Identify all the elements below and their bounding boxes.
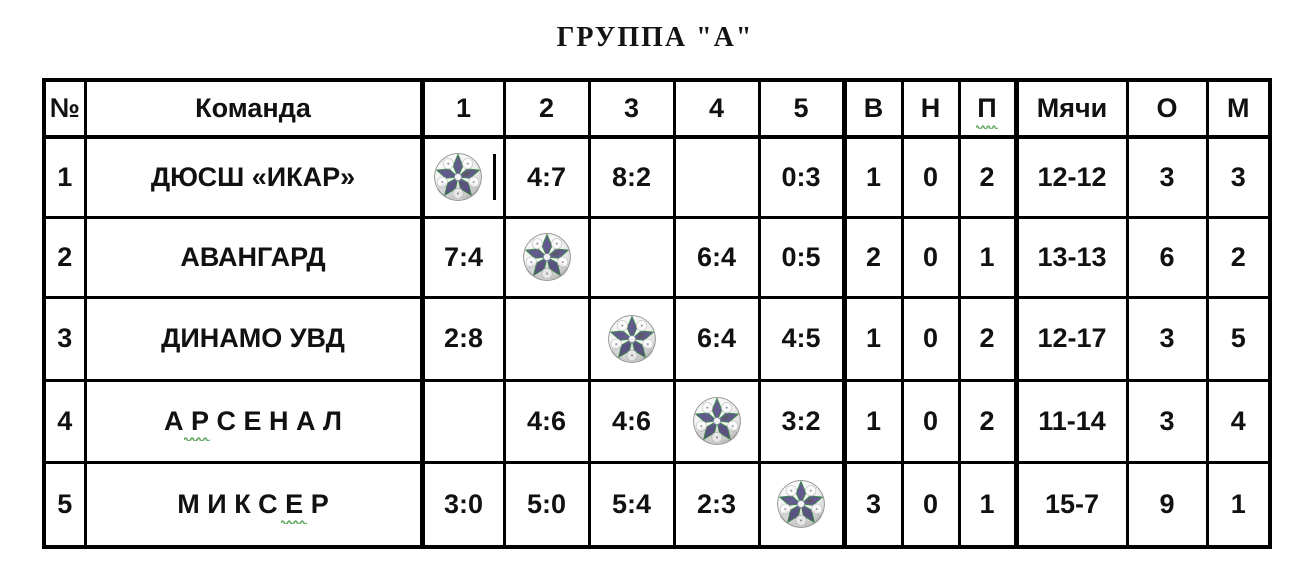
- losses-cell[interactable]: 2: [959, 297, 1016, 380]
- score-cell[interactable]: 3:0: [422, 462, 504, 547]
- ball-wrap: [761, 478, 842, 530]
- score-cell[interactable]: 8:2: [589, 137, 674, 217]
- col-header-team[interactable]: [85, 80, 422, 137]
- team-name-cell[interactable]: [85, 217, 422, 297]
- header-text: 2: [538, 93, 555, 123]
- score-cell[interactable]: [422, 380, 504, 462]
- header-label-wrap: [864, 94, 884, 124]
- header-text: Н: [920, 93, 941, 123]
- team-name-text: [161, 324, 345, 354]
- losses-cell[interactable]: 2: [959, 380, 1016, 462]
- col-header-game1[interactable]: [422, 80, 504, 137]
- team-name-cell[interactable]: [85, 137, 422, 217]
- header-text: 3: [623, 93, 640, 123]
- col-header-place[interactable]: [1207, 80, 1270, 137]
- header-label-wrap: [624, 94, 639, 124]
- draws-cell[interactable]: 0: [902, 217, 959, 297]
- wins-cell[interactable]: 2: [844, 217, 902, 297]
- ball-wrap: [506, 231, 588, 283]
- score-cell[interactable]: 2:3: [674, 462, 759, 547]
- self-match-cell[interactable]: [674, 380, 759, 462]
- score-cell[interactable]: [674, 137, 759, 217]
- score-cell[interactable]: [589, 217, 674, 297]
- header-text: М: [1227, 93, 1250, 123]
- score-cell[interactable]: 0:5: [759, 217, 844, 297]
- header-label-wrap: [1227, 94, 1250, 124]
- score-cell[interactable]: 3:2: [759, 380, 844, 462]
- soccer-ball-icon[interactable]: [691, 395, 743, 447]
- header-text: Мячи: [1036, 93, 1108, 123]
- score-cell[interactable]: [504, 297, 589, 380]
- score-cell[interactable]: 5:4: [589, 462, 674, 547]
- team-text: ДЮСШ «ИКАР»: [150, 161, 356, 192]
- table-body: [44, 137, 1270, 547]
- losses-cell[interactable]: 2: [959, 137, 1016, 217]
- points-cell[interactable]: 9: [1127, 462, 1207, 547]
- place-cell[interactable]: 2: [1207, 217, 1270, 297]
- score-cell[interactable]: 4:7: [504, 137, 589, 217]
- draws-cell[interactable]: 0: [902, 137, 959, 217]
- spellcheck-underline: [976, 124, 998, 129]
- wins-cell[interactable]: 1: [844, 297, 902, 380]
- score-cell[interactable]: 0:3: [759, 137, 844, 217]
- col-header-wins[interactable]: [844, 80, 902, 137]
- spellcheck-underline: [281, 519, 307, 524]
- col-header-game2[interactable]: [504, 80, 589, 137]
- goals-cell[interactable]: 11-14: [1016, 380, 1127, 462]
- row-number-cell[interactable]: 5: [44, 462, 85, 547]
- col-header-num[interactable]: [44, 80, 85, 137]
- soccer-ball-icon[interactable]: [606, 313, 658, 365]
- row-number-cell[interactable]: 3: [44, 297, 85, 380]
- soccer-ball-icon[interactable]: [432, 151, 484, 203]
- table-row: [44, 137, 1270, 217]
- col-header-goals[interactable]: [1016, 80, 1127, 137]
- score-cell[interactable]: 2:8: [422, 297, 504, 380]
- row-number-cell[interactable]: 4: [44, 380, 85, 462]
- header-text: 1: [455, 93, 472, 123]
- goals-cell[interactable]: 15-7: [1016, 462, 1127, 547]
- row-number-cell[interactable]: 1: [44, 137, 85, 217]
- header-label-wrap: [50, 94, 80, 124]
- row-number-cell[interactable]: 2: [44, 217, 85, 297]
- score-cell[interactable]: 7:4: [422, 217, 504, 297]
- header-text: О: [1156, 93, 1178, 123]
- header-label-wrap: [456, 94, 471, 124]
- team-name-cell[interactable]: [85, 297, 422, 380]
- goals-cell[interactable]: 13-13: [1016, 217, 1127, 297]
- score-cell[interactable]: 4:6: [504, 380, 589, 462]
- spellcheck-underline: [184, 436, 210, 441]
- team-name-text: [164, 407, 342, 437]
- self-match-cell[interactable]: [589, 297, 674, 380]
- header-label-wrap: [977, 94, 996, 124]
- team-name-text: [180, 243, 325, 273]
- draws-cell[interactable]: 0: [902, 297, 959, 380]
- team-text: А Р С Е Н А Л: [164, 405, 342, 436]
- team-text: М И К С Е Р: [177, 488, 329, 519]
- header-label-wrap: [921, 94, 941, 124]
- col-header-game3[interactable]: [589, 80, 674, 137]
- col-header-game4[interactable]: [674, 80, 759, 137]
- score-cell[interactable]: 4:6: [589, 380, 674, 462]
- points-cell[interactable]: 3: [1127, 380, 1207, 462]
- wins-cell[interactable]: 3: [844, 462, 902, 547]
- table-row: [44, 380, 1270, 462]
- points-cell[interactable]: 3: [1127, 297, 1207, 380]
- team-name-text: [177, 490, 328, 520]
- goals-cell[interactable]: 12-12: [1016, 137, 1127, 217]
- losses-cell[interactable]: 1: [959, 462, 1016, 547]
- header-text: Команда: [195, 93, 311, 123]
- table-row: [44, 462, 1270, 547]
- col-header-losses[interactable]: [959, 80, 1016, 137]
- header-text: 4: [708, 93, 725, 123]
- ball-wrap: [676, 395, 758, 447]
- team-name-text: [151, 163, 355, 193]
- score-cell[interactable]: 4:5: [759, 297, 844, 380]
- soccer-ball-icon[interactable]: [775, 478, 827, 530]
- team-text: АВАНГАРД: [180, 241, 326, 272]
- points-cell[interactable]: 3: [1127, 137, 1207, 217]
- table-row: [44, 297, 1270, 380]
- wins-cell[interactable]: 1: [844, 137, 902, 217]
- table-header: [44, 80, 1270, 137]
- soccer-ball-icon[interactable]: [521, 231, 573, 283]
- team-name-cell[interactable]: [85, 462, 422, 547]
- header-text: В: [863, 93, 884, 123]
- header-label-wrap: [1156, 94, 1177, 124]
- ball-wrap: [425, 151, 503, 203]
- draws-cell[interactable]: 0: [902, 380, 959, 462]
- col-header-game5[interactable]: [759, 80, 844, 137]
- header-label-wrap: [793, 94, 808, 124]
- team-text: ДИНАМО УВД: [161, 323, 345, 353]
- self-match-cell[interactable]: [504, 217, 589, 297]
- header-label-wrap: [195, 94, 311, 124]
- ball-wrap: [591, 313, 673, 365]
- text-cursor: [493, 154, 496, 200]
- team-name-cell[interactable]: [85, 380, 422, 462]
- header-text: №: [49, 93, 80, 123]
- col-header-draws[interactable]: [902, 80, 959, 137]
- points-cell[interactable]: 6: [1127, 217, 1207, 297]
- losses-cell[interactable]: 1: [959, 217, 1016, 297]
- group-a-standings-table: [42, 78, 1272, 549]
- score-cell[interactable]: 6:4: [674, 217, 759, 297]
- goals-cell[interactable]: 12-17: [1016, 297, 1127, 380]
- score-cell[interactable]: 6:4: [674, 297, 759, 380]
- header-label-wrap: [709, 94, 724, 124]
- score-cell[interactable]: 5:0: [504, 462, 589, 547]
- place-cell[interactable]: 5: [1207, 297, 1270, 380]
- place-cell[interactable]: 1: [1207, 462, 1270, 547]
- header-label-wrap: [539, 94, 554, 124]
- place-cell[interactable]: 4: [1207, 380, 1270, 462]
- place-cell[interactable]: 3: [1207, 137, 1270, 217]
- header-text: П: [977, 93, 997, 123]
- table-row: [44, 217, 1270, 297]
- self-match-cell[interactable]: [422, 137, 504, 217]
- group-title[interactable]: ГРУППА "А": [556, 22, 754, 53]
- header-label-wrap: [1037, 94, 1108, 124]
- col-header-points[interactable]: [1127, 80, 1207, 137]
- wins-cell[interactable]: 1: [844, 380, 902, 462]
- draws-cell[interactable]: 0: [902, 462, 959, 547]
- self-match-cell[interactable]: [759, 462, 844, 547]
- header-text: 5: [793, 93, 809, 123]
